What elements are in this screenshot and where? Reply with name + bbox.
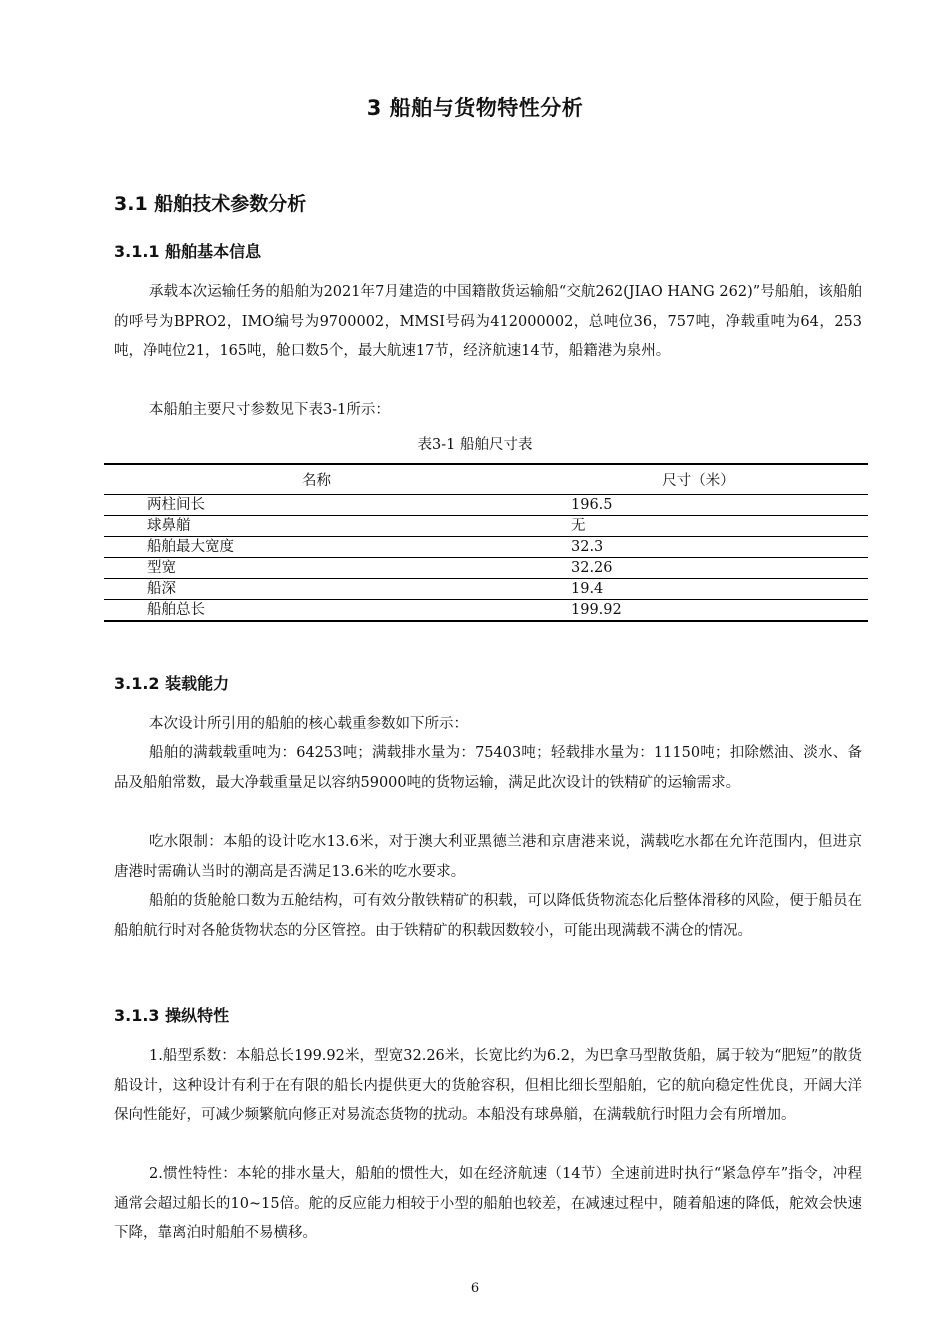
page-number: 6 xyxy=(470,1281,480,1296)
ship-dimension-table xyxy=(104,463,868,622)
row-value: 无 xyxy=(529,516,868,537)
row-name: 船舶最大宽度 xyxy=(104,537,529,558)
subsection-title-basic-info: 3.1.1 船舶基本信息 xyxy=(114,242,262,261)
paragraph-basic-info: 承载本次运输任务的船舶为2021年7月建造的中国籍散货运输船“交航262(JIAO HANG 262)”号船舶，该船舶的呼号为BPRO2，IMO编号为9700002，MMSI号码为412000002，总吨位36，757吨，净载重吨为64，253吨，净吨位21，165吨，舱口数5个，最大航速17节，经济航速14节，船籍港为泉州。 xyxy=(114,284,862,359)
table-row xyxy=(104,516,868,537)
table-caption: 表3-1 船舶尺寸表 xyxy=(417,437,533,453)
row-value: 196.5 xyxy=(529,495,868,516)
header-name: 名称 xyxy=(104,464,529,495)
row-name: 型宽 xyxy=(104,558,529,579)
row-name: 球鼻艏 xyxy=(104,516,529,537)
row-value: 32.3 xyxy=(529,537,868,558)
table-row xyxy=(104,495,868,516)
paragraph-table-intro: 本船舶主要尺寸参数见下表3-1所示： xyxy=(149,402,390,418)
table-row xyxy=(104,579,868,600)
table-row xyxy=(104,537,868,558)
header-size: 尺寸（米） xyxy=(529,464,868,495)
section-title: 3.1 船舶技术参数分析 xyxy=(114,193,307,215)
paragraph-loading-intro: 本次设计所引用的船舶的核心载重参数如下所示： xyxy=(149,716,468,732)
row-value: 32.26 xyxy=(529,558,868,579)
paragraph-holds: 船舶的货舱舱口数为五舱结构，可有效分散铁精矿的积载，可以降低货物流态化后整体滑移的风险，便于船员在船舶航行时对各舱货物状态的分区管控。由于铁精矿的积载因数较小，可能出现满载不满仓的情况。 xyxy=(114,893,862,939)
row-name: 船舶总长 xyxy=(104,600,529,622)
row-value: 19.4 xyxy=(529,579,868,600)
row-name: 两柱间长 xyxy=(104,495,529,516)
table-row xyxy=(104,558,868,579)
paragraph-hull-form: 1.船型系数：本船总长199.92米，型宽32.26米，长宽比约为6.2，为巴拿马型散货船，属于较为“肥短”的散货船设计，这种设计有利于在有限的船长内提供更大的货舱容积，但相比细长型船舶，它的航向稳定性优良，开阔大洋保向性能好，可减少频繁航向修正对易流态货物的扰动。本船没有球鼻艏，在满载航行时阻力会有所增加。 xyxy=(114,1048,862,1123)
chapter-title: 3 船舶与货物特性分析 xyxy=(366,96,584,120)
paragraph-draft: 吃水限制：本船的设计吃水13.6米，对于澳大利亚黑德兰港和京唐港来说，满载吃水都在允许范围内，但进京唐港时需确认当时的潮高是否满足13.6米的吃水要求。 xyxy=(114,834,862,880)
paragraph-inertia: 2.惯性特性：本轮的排水量大，船舶的惯性大，如在经济航速（14节）全速前进时执行“紧急停车”指令，冲程通常会超过船长的10~15倍。舵的反应能力相较于小型的船舶也较差，在减速过程中，随着船速的降低，舵效会快速下降，靠离泊时船舶不易横移。 xyxy=(114,1166,862,1241)
paragraph-deadweight: 船舶的满载载重吨为：64253吨；满载排水量为：75403吨；轻载排水量为：11150吨；扣除燃油、淡水、备品及船舶常数，最大净载重量足以容纳59000吨的货物运输，满足此次设计的铁精矿的运输需求。 xyxy=(114,745,862,791)
table-row xyxy=(104,600,868,622)
row-value: 199.92 xyxy=(529,600,868,622)
row-name: 船深 xyxy=(104,579,529,600)
table-header-row xyxy=(104,464,868,495)
subsection-title-loading: 3.1.2 装载能力 xyxy=(114,674,230,693)
subsection-title-handling: 3.1.3 操纵特性 xyxy=(114,1006,230,1025)
